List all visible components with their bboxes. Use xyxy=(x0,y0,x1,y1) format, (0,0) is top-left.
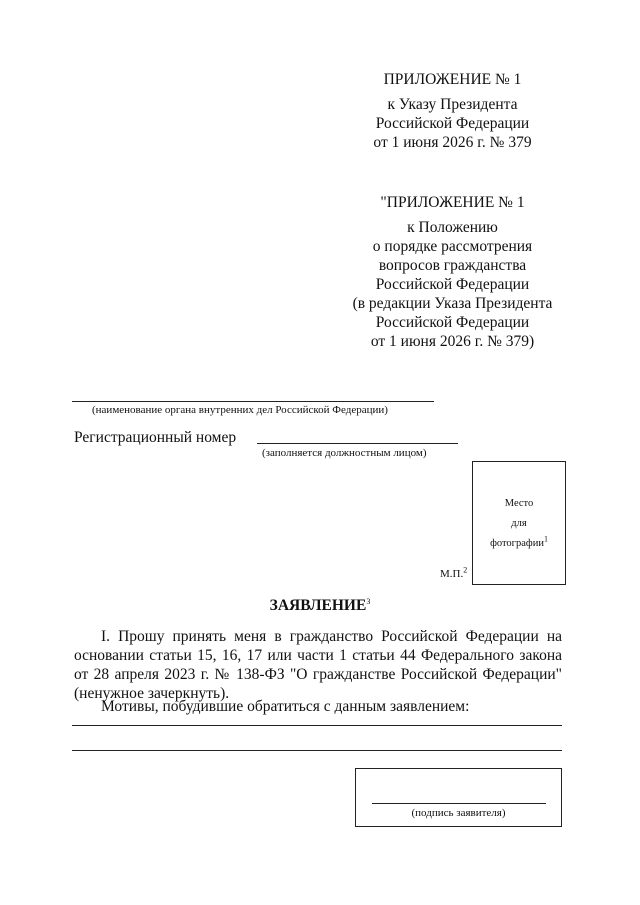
photo-label-line: фотографии xyxy=(490,538,544,549)
regulation-annex-line: к Положению xyxy=(407,219,498,236)
regulation-annex-title: "ПРИЛОЖЕНИЕ № 1 xyxy=(380,194,525,211)
regulation-annex-line: Российской Федерации xyxy=(375,314,530,331)
statement-paragraph xyxy=(74,627,562,703)
registration-number-line xyxy=(257,443,458,444)
regulation-annex-line: от 1 июня 2026 г. № 379) xyxy=(370,333,535,350)
motives-line-1 xyxy=(72,725,562,726)
annex-title: ПРИЛОЖЕНИЕ № 1 xyxy=(383,71,522,88)
annex-header xyxy=(330,70,575,152)
statement-paragraph-text: I. Прошу принять меня в гражданство Российской Федерации на основании статьи 15, 16, 17 или части 1 статьи 44 Федерального закона от 28 апреля 2023 г. № 138-ФЗ "О гражданстве Российской Федерации" (ненужное зачеркнуть). xyxy=(74,628,562,702)
photo-label-last xyxy=(473,534,565,554)
annex-line: к Указу Президента xyxy=(387,96,518,113)
signature-box xyxy=(355,768,562,827)
signature-line xyxy=(372,803,546,804)
registration-caption: (заполняется должностным лицом) xyxy=(262,447,427,459)
statement-heading xyxy=(0,597,640,615)
photo-label-line: для xyxy=(511,518,527,529)
stamp-placeholder xyxy=(440,565,468,580)
statement-footnote: 3 xyxy=(366,596,371,606)
photo-footnote: 1 xyxy=(543,534,548,544)
regulation-annex-line: вопросов гражданства xyxy=(378,257,527,274)
registration-label: Регистрационный номер xyxy=(74,429,237,446)
regulation-annex-line: (в редакции Указа Президента xyxy=(352,295,553,312)
annex-line: Российской Федерации xyxy=(375,115,530,132)
photo-placeholder xyxy=(472,461,566,585)
authority-name-line xyxy=(72,401,434,402)
regulation-annex-line: о порядке рассмотрения xyxy=(372,238,533,255)
stamp-footnote: 2 xyxy=(463,565,468,575)
authority-caption: (наименование органа внутренних дел Российской Федерации) xyxy=(92,404,388,416)
regulation-annex-header xyxy=(330,193,575,351)
annex-line: от 1 июня 2026 г. № 379 xyxy=(373,134,532,151)
motives-label: Мотивы, побудившие обратиться с данным заявлением: xyxy=(101,698,470,715)
statement-title: ЗАЯВЛЕНИЕ xyxy=(269,597,367,614)
signature-caption: (подпись заявителя) xyxy=(411,807,506,819)
regulation-annex-line: Российской Федерации xyxy=(375,276,530,293)
motives-line-2 xyxy=(72,750,562,751)
photo-label-line: Место xyxy=(504,498,534,509)
stamp-label: М.П. xyxy=(440,568,464,580)
